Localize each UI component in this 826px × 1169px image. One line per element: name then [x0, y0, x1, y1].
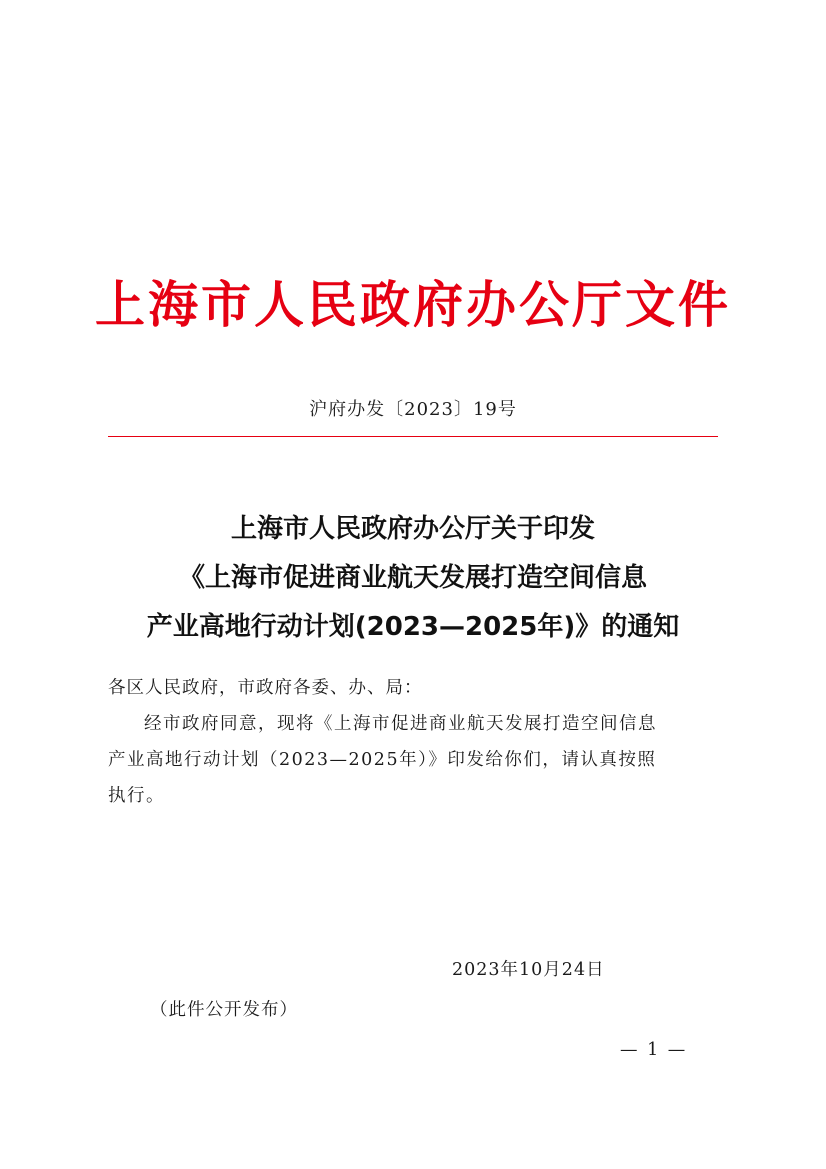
title-line: 《上海市促进商业航天发展打造空间信息 [178, 563, 647, 593]
document-title [80, 505, 746, 652]
body-line: 产业高地行动计划（2023—2025年）》印发给你们，请认真按照 [108, 750, 657, 770]
addressee: 各区人民政府，市政府各委、办、局： [108, 678, 423, 698]
red-divider-line [108, 436, 718, 437]
publish-note: （此件公开发布） [150, 1000, 298, 1020]
document-number: 沪府办发〔2023〕19号 [309, 399, 517, 420]
page-number: — 1 — [620, 1040, 688, 1060]
body-line: 执行。 [108, 786, 165, 806]
issue-date: 2023年10月24日 [452, 960, 605, 980]
issuer-masthead: 上海市人民政府办公厅文件 [95, 276, 731, 334]
title-line: 产业高地行动计划(2023—2025年)》的通知 [146, 612, 680, 642]
title-line: 上海市人民政府办公厅关于印发 [230, 514, 595, 544]
body-paragraph [108, 706, 718, 814]
body-line: 经市政府同意，现将《上海市促进商业航天发展打造空间信息 [144, 714, 657, 734]
